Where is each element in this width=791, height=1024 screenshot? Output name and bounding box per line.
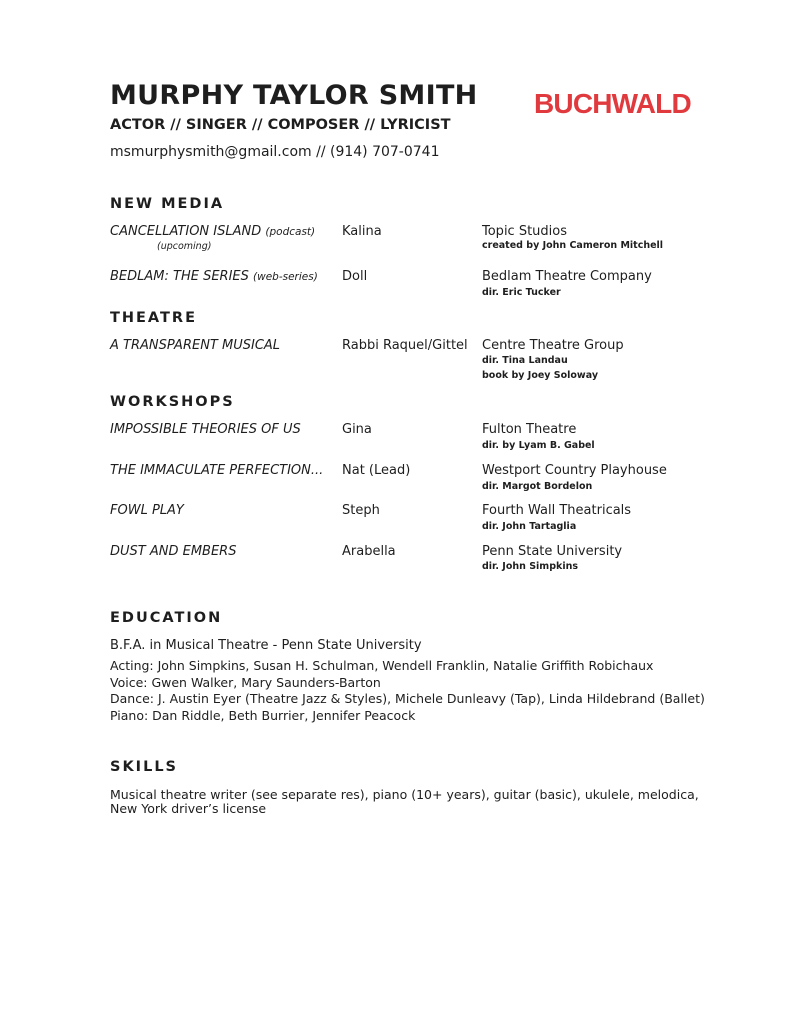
credit-detail: dir. Margot Bordelon xyxy=(482,481,593,492)
skills-line: New York driver’s license xyxy=(110,801,267,816)
credit-title-text: CANCELLATION ISLAND xyxy=(110,224,262,239)
credit-detail: dir. Eric Tucker xyxy=(482,287,561,298)
credit-title xyxy=(110,269,318,284)
credit-company: Westport Country Playhouse xyxy=(482,463,667,478)
contact-info: msmurphysmith@gmail.com // (914) 707-0741 xyxy=(110,144,440,160)
credit-title-note: (podcast) xyxy=(265,226,316,238)
education-line: Dance: J. Austin Eyer (Theatre Jazz & Styles), Michele Dunleavy (Tap), Linda Hildebrand (Ballet) xyxy=(110,691,705,706)
credit-title: A TRANSPARENT MUSICAL xyxy=(110,338,281,353)
credit-role: Steph xyxy=(342,503,380,518)
actor-name: MURPHY TAYLOR SMITH xyxy=(110,80,478,111)
section-heading-new-media: NEW MEDIA xyxy=(110,196,225,212)
credit-detail: dir. John Simpkins xyxy=(482,561,578,572)
credit-title: FOWL PLAY xyxy=(110,503,184,518)
section-heading-skills: SKILLS xyxy=(110,759,178,775)
section-heading-workshops: WORKSHOPS xyxy=(110,394,235,410)
credit-detail: dir. by Lyam B. Gabel xyxy=(482,440,595,451)
education-line: Piano: Dan Riddle, Beth Burrier, Jennifer Peacock xyxy=(110,708,416,723)
actor-roles: ACTOR // SINGER // COMPOSER // LYRICIST xyxy=(110,117,451,133)
credit-detail: dir. John Tartaglia xyxy=(482,521,577,532)
credit-role: Nat (Lead) xyxy=(342,463,411,478)
credit-company: Penn State University xyxy=(482,544,623,559)
credit-role: Doll xyxy=(342,269,368,284)
credit-company: Fulton Theatre xyxy=(482,422,577,437)
credit-sub-note: (upcoming) xyxy=(157,241,212,252)
skills-line: Musical theatre writer (see separate res), piano (10+ years), guitar (basic), ukulele, melodica, xyxy=(110,787,699,802)
credit-detail: created by John Cameron Mitchell xyxy=(482,240,664,251)
credit-role: Kalina xyxy=(342,224,382,239)
credit-company: Fourth Wall Theatricals xyxy=(482,503,632,518)
credit-company: Centre Theatre Group xyxy=(482,338,624,353)
section-heading-education: EDUCATION xyxy=(110,610,223,626)
credit-title: IMPOSSIBLE THEORIES OF US xyxy=(110,422,301,437)
credit-title-note: (web-series) xyxy=(253,271,318,283)
section-heading-theatre: THEATRE xyxy=(110,310,197,326)
credit-detail: book by Joey Soloway xyxy=(482,370,599,381)
education-line: Voice: Gwen Walker, Mary Saunders-Barton xyxy=(110,675,381,690)
education-degree: B.F.A. in Musical Theatre - Penn State University xyxy=(110,638,422,653)
credit-title xyxy=(110,224,315,239)
credit-title: DUST AND EMBERS xyxy=(110,544,237,559)
credit-company: Topic Studios xyxy=(482,224,568,239)
credit-company: Bedlam Theatre Company xyxy=(482,269,652,284)
credit-role: Arabella xyxy=(342,544,396,559)
credit-detail: dir. Tina Landau xyxy=(482,355,568,366)
credit-title-text: BEDLAM: THE SERIES xyxy=(110,269,249,284)
credit-title: THE IMMACULATE PERFECTION... xyxy=(110,463,324,478)
credit-role: Gina xyxy=(342,422,372,437)
education-line: Acting: John Simpkins, Susan H. Schulman, Wendell Franklin, Natalie Griffith Robichaux xyxy=(110,658,654,673)
agency-logo: BUCHWALD xyxy=(534,88,691,119)
credit-role: Rabbi Raquel/Gittel xyxy=(342,338,468,353)
